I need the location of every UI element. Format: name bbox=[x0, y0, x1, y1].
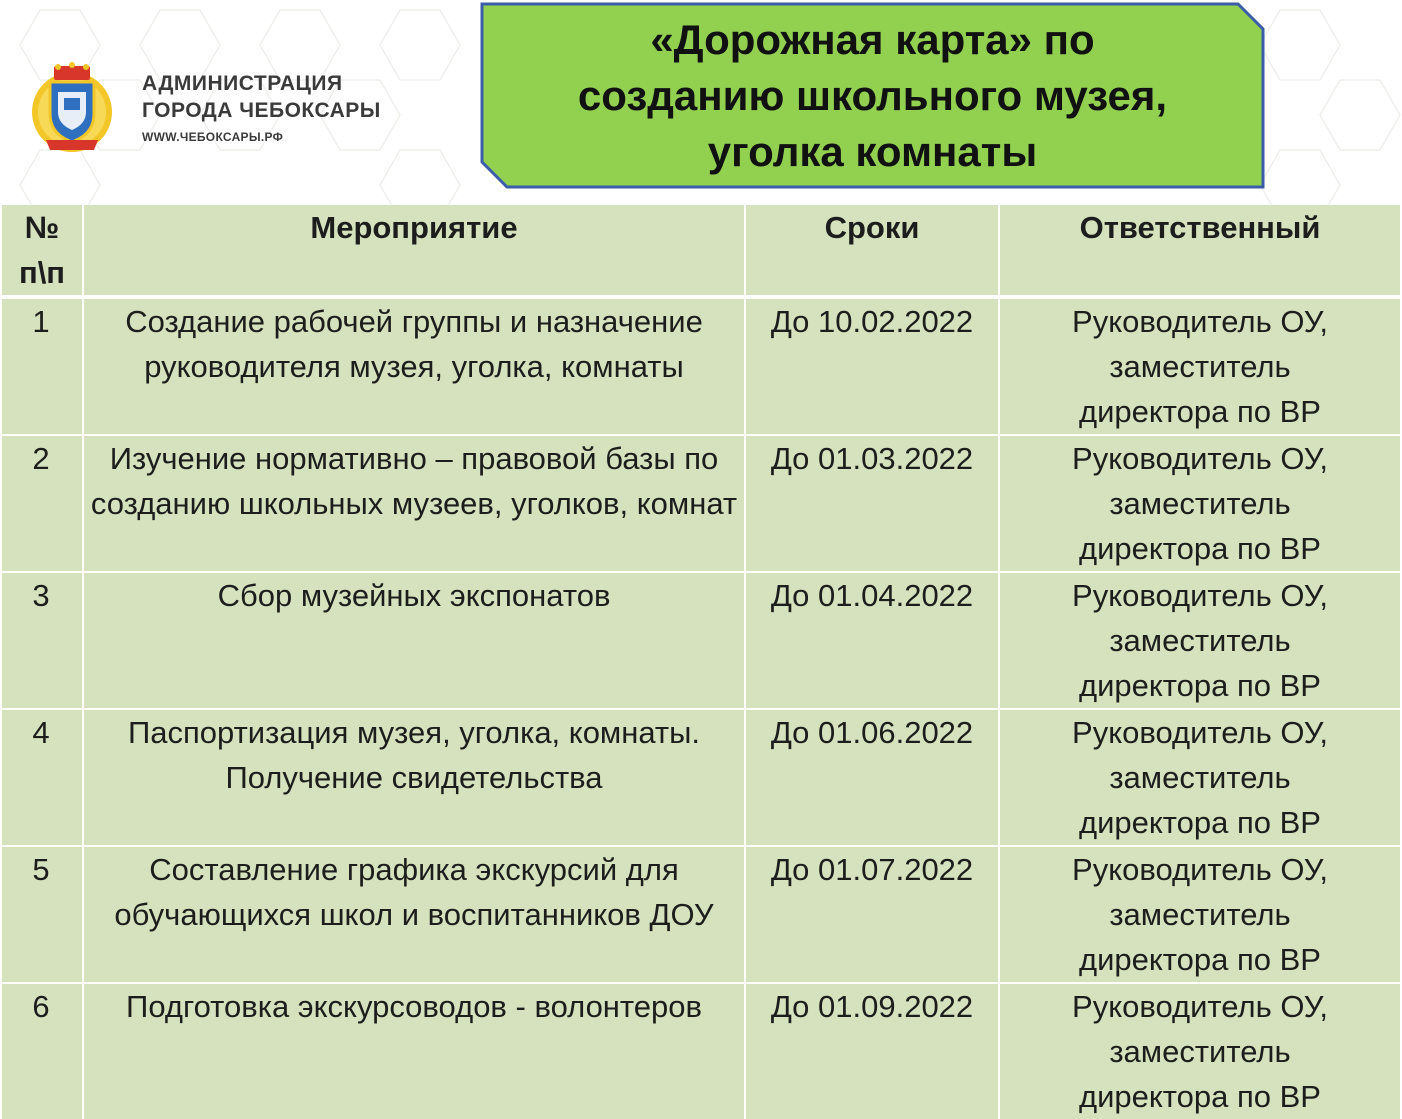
header-responsible: Ответственный bbox=[999, 205, 1401, 297]
row-date: До 01.09.2022 bbox=[745, 983, 999, 1119]
responsible-line: директора по ВР bbox=[1079, 394, 1321, 429]
row-number: 3 bbox=[1, 572, 83, 709]
responsible-line: заместитель bbox=[1109, 760, 1291, 795]
responsible-line: директора по ВР bbox=[1079, 531, 1321, 566]
row-responsible bbox=[999, 709, 1401, 846]
table-header-row bbox=[1, 205, 1401, 297]
responsible-line: заместитель bbox=[1109, 623, 1291, 658]
title-line-2: созданию школьного музея, bbox=[577, 71, 1168, 119]
header-event: Мероприятие bbox=[83, 205, 745, 297]
responsible-line: Руководитель ОУ, bbox=[1072, 852, 1328, 887]
row-date: До 10.02.2022 bbox=[745, 297, 999, 435]
responsible-line: заместитель bbox=[1109, 486, 1291, 521]
responsible-line: директора по ВР bbox=[1079, 805, 1321, 840]
row-responsible bbox=[999, 983, 1401, 1119]
header-date: Сроки bbox=[745, 205, 999, 297]
row-event: Составление графика экскурсий для обучающихся школ и воспитанников ДОУ bbox=[83, 846, 745, 983]
row-date: До 01.03.2022 bbox=[745, 435, 999, 572]
organization-name bbox=[142, 70, 381, 144]
org-name-line-1: АДМИНИСТРАЦИЯ bbox=[142, 72, 343, 95]
row-number: 5 bbox=[1, 846, 83, 983]
row-responsible bbox=[999, 846, 1401, 983]
table-row bbox=[1, 435, 1401, 572]
responsible-line: Руководитель ОУ, bbox=[1072, 441, 1328, 476]
cheboksary-coat-of-arms-icon bbox=[24, 62, 120, 158]
org-name-line-2: ГОРОДА ЧЕБОКСАРЫ bbox=[142, 99, 381, 122]
page-title bbox=[480, 2, 1265, 189]
org-website: WWW.ЧЕБОКСАРЫ.РФ bbox=[142, 130, 284, 144]
responsible-line: заместитель bbox=[1109, 349, 1291, 384]
table-row bbox=[1, 846, 1401, 983]
title-line-3: уголка комнаты bbox=[707, 127, 1038, 175]
row-date: До 01.04.2022 bbox=[745, 572, 999, 709]
row-responsible bbox=[999, 572, 1401, 709]
row-event: Изучение нормативно – правовой базы по созданию школьных музеев, уголков, комнат bbox=[83, 435, 745, 572]
row-number: 6 bbox=[1, 983, 83, 1119]
row-number: 2 bbox=[1, 435, 83, 572]
row-number: 4 bbox=[1, 709, 83, 846]
responsible-line: Руководитель ОУ, bbox=[1072, 715, 1328, 750]
responsible-line: директора по ВР bbox=[1079, 1079, 1321, 1114]
responsible-line: директора по ВР bbox=[1079, 668, 1321, 703]
table-row bbox=[1, 297, 1401, 435]
roadmap-table bbox=[0, 205, 1402, 1119]
title-line-1: «Дорожная карта» по bbox=[650, 15, 1095, 63]
row-date: До 01.06.2022 bbox=[745, 709, 999, 846]
responsible-line: Руководитель ОУ, bbox=[1072, 989, 1328, 1024]
row-number: 1 bbox=[1, 297, 83, 435]
title-banner bbox=[480, 2, 1265, 189]
row-event: Подготовка экскурсоводов - волонтеров bbox=[83, 983, 745, 1119]
row-responsible bbox=[999, 297, 1401, 435]
row-event: Паспортизация музея, уголка, комнаты. Получение свидетельства bbox=[83, 709, 745, 846]
responsible-line: заместитель bbox=[1109, 1034, 1291, 1069]
responsible-line: заместитель bbox=[1109, 897, 1291, 932]
header-number: № п\п bbox=[1, 205, 83, 297]
table-row bbox=[1, 572, 1401, 709]
responsible-line: директора по ВР bbox=[1079, 942, 1321, 977]
responsible-line: Руководитель ОУ, bbox=[1072, 578, 1328, 613]
responsible-line: Руководитель ОУ, bbox=[1072, 304, 1328, 339]
row-event: Сбор музейных экспонатов bbox=[83, 572, 745, 709]
row-event: Создание рабочей группы и назначение руководителя музея, уголка, комнаты bbox=[83, 297, 745, 435]
table-row bbox=[1, 983, 1401, 1119]
row-date: До 01.07.2022 bbox=[745, 846, 999, 983]
row-responsible bbox=[999, 435, 1401, 572]
table-row bbox=[1, 709, 1401, 846]
